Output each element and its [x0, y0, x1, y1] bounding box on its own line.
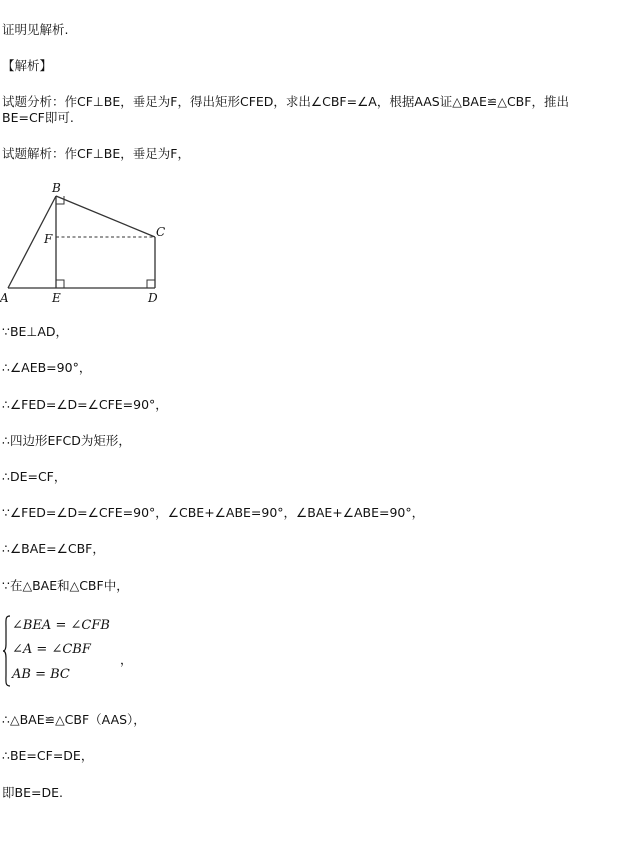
- proof-step: ∴四边形EFCD为矩形，: [2, 433, 131, 448]
- left-brace: [2, 614, 12, 688]
- label-E: E: [52, 291, 61, 305]
- right-angle-marker-D: [147, 280, 155, 288]
- conclusion-line: ∴△BAE≌△CBF（AAS），: [2, 712, 146, 727]
- proof-step: ∴∠BAE=∠CBF，: [2, 541, 105, 556]
- label-C: C: [156, 225, 166, 239]
- analysis-heading: 【解析】: [2, 58, 53, 73]
- segment-BC: [56, 196, 155, 237]
- proof-step: ∵∠FED=∠D=∠CFE=90°，∠CBE+∠ABE=90°，∠BAE+∠ABE=90°，: [2, 505, 425, 520]
- answer-line: 证明见解析.: [2, 22, 69, 37]
- conclusion-line: 即BE=DE.: [2, 785, 63, 800]
- analysis-text: 试题分析：作CF⊥BE，垂足为F，得出矩形CFED，求出∠CBF=∠A，根据AAS证△BAE≌△CBF，推出BE=CF即可.: [2, 94, 569, 125]
- equation-system: [2, 614, 142, 688]
- conclusion-line: ∴BE=CF=DE，: [2, 748, 94, 763]
- proof-step: ∴DE=CF，: [2, 469, 67, 484]
- equation-2: ∠A = ∠CBF: [12, 642, 91, 657]
- geometry-figure: [0, 178, 180, 306]
- equation-1: ∠BEA = ∠CFB: [12, 618, 110, 633]
- right-angle-marker-E: [56, 280, 64, 288]
- label-B: B: [52, 181, 61, 195]
- system-comma: ，: [120, 652, 133, 667]
- proof-step: ∴∠AEB=90°，: [2, 360, 92, 375]
- label-D: D: [148, 291, 158, 305]
- equation-3: AB = BC: [12, 667, 70, 682]
- proof-step: ∵在△BAE和△CBF中，: [2, 578, 129, 593]
- solution-intro: 试题解析：作CF⊥BE，垂足为F，: [2, 146, 190, 161]
- label-F: F: [44, 232, 53, 246]
- proof-step: ∵BE⊥AD，: [2, 324, 68, 339]
- proof-step: ∴∠FED=∠D=∠CFE=90°，: [2, 397, 168, 412]
- label-A: A: [0, 291, 9, 305]
